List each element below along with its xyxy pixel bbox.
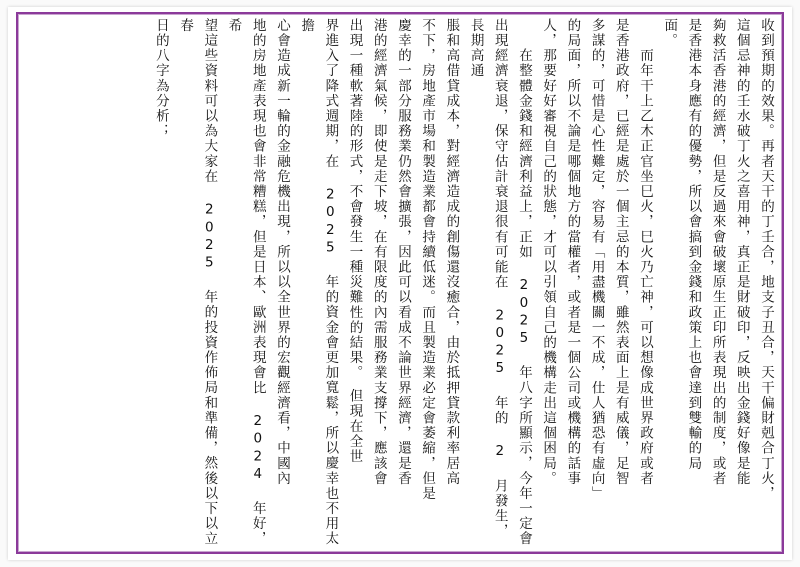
text-column: 出現一種軟著陸的形式，不會發生一種災難性的結果。 但現在全世 xyxy=(346,18,363,465)
text-column: 不下，房地產市場和製造業都會持續低迷。而且製造業必定會萎縮，但是 xyxy=(419,18,436,502)
text-column: 是香港政府，已經是處於一個主忌的本質，雖然表面上是有威儀，足智 xyxy=(612,18,629,487)
text-column: 收到預期的效果。再者天干的丁壬合，地支子丑合，天干偏財剋合丁火， xyxy=(758,18,774,502)
text-column: 地的房地產表現也會非常糟糕，但是日本、歐洲表現會比 2024 年好，希 xyxy=(225,18,266,547)
text-column: 在整體金錢和經濟利益上，正如 2025 年八字所顯示，今年一定會 xyxy=(515,18,532,547)
text-column: 面。 xyxy=(661,18,678,49)
text-column: 慶幸的一部分服務業仍然會擴張，因此可以看成不論世界經濟，還是香 xyxy=(394,18,411,487)
text-column: 的局面，所以不論是哪個地方的當權者，或者是一個公司或機構的話事 xyxy=(564,18,581,487)
text-column: 日的八字為分析； xyxy=(152,18,169,139)
text-column: 人，那要好好審視自己的狀態，才可以引領自己的機構走出這個困局。 xyxy=(540,18,557,487)
text-column: 多謀的，可惜是心性難定，容易有「用盡機關一不成，仕人猶恐有虛向」 xyxy=(588,18,605,502)
vertical-text-block xyxy=(149,18,778,550)
text-column: 脹和高借貸成本，對經濟造成的創傷還沒癒合，由於抵押貸款利率居高 xyxy=(443,18,460,487)
text-column: 夠救活香港的經濟，但是反過來會破壞原生正印所表現出的制度，或者 xyxy=(709,18,726,487)
text-column: 這個忌神的壬水破丁火之喜用神，真正是財破印，反映出金錢好像是能 xyxy=(733,18,750,487)
text-column: 界進入了降式週期，在 2025 年的資金會更加寬鬆，所以慶幸也不用太擔 xyxy=(298,18,339,547)
text-column: 望這些資料可以為大家在 2025 年的投資作佈局和準備，然後以下以立春 xyxy=(177,18,218,547)
text-column: 出現經濟衰退，保守估計衰退很有可能在 2025 年的 2 月發生，長期高通 xyxy=(467,18,508,539)
text-column: 而年干上乙木正官坐巳火，巳火乃亡神，可以想像成世界政府或者 xyxy=(636,18,653,487)
document-body xyxy=(26,18,778,550)
text-column: 是香港本身應有的優勢，所以會搞到金錢和政策上也會達到雙輸的局 xyxy=(685,18,702,471)
text-column: 心會造成新一輪的金融危機出現，所以以全世界的宏觀經濟看，中國內 xyxy=(273,18,290,487)
text-column: 港的經濟氣候，即使是走下坡，在有限度的內需服務業支撐下，應該會 xyxy=(370,18,387,487)
